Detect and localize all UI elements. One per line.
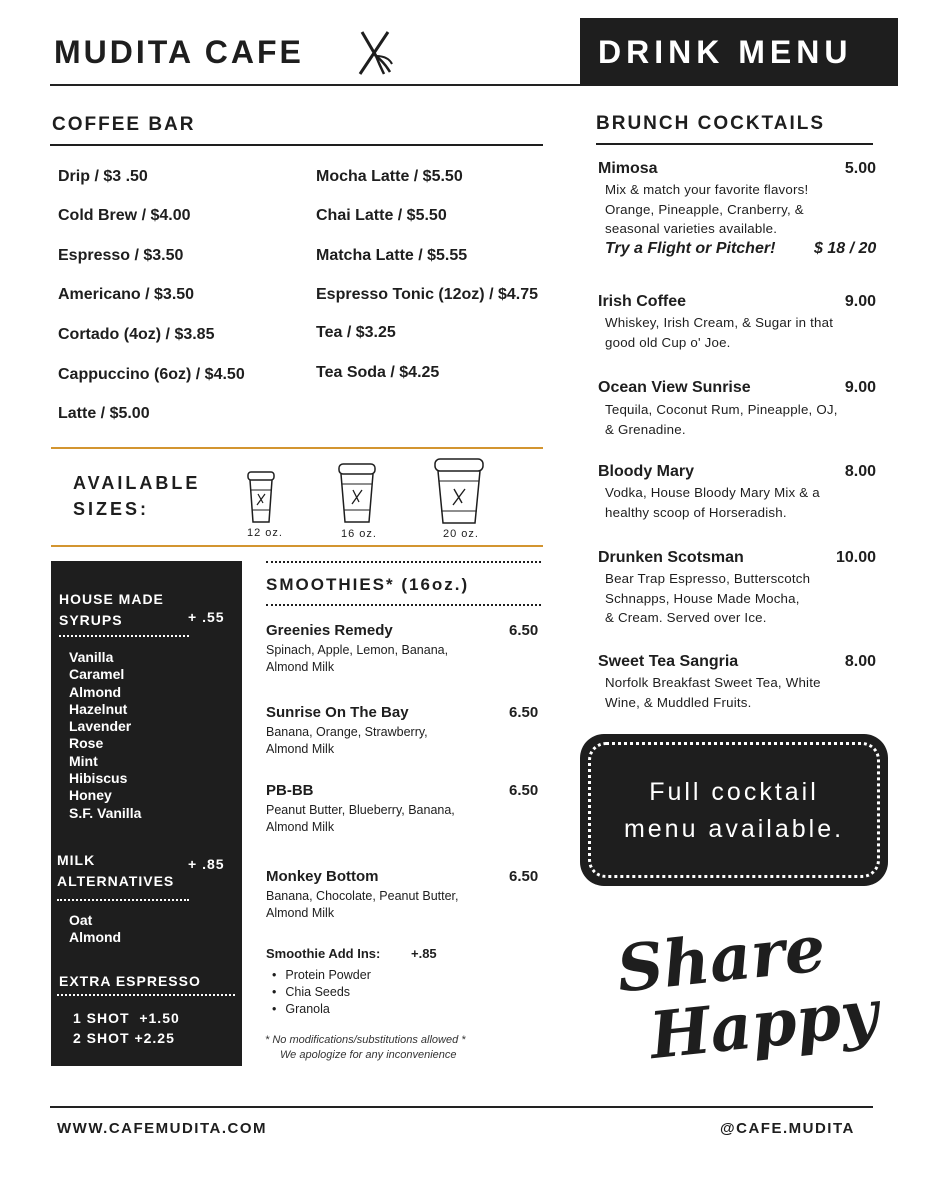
addin-item: • Granola [272,1001,371,1018]
milk-title-line2: ALTERNATIVES [57,873,175,889]
cocktail-name: Sweet Tea Sangria [598,653,739,670]
milk-divider [57,899,189,901]
smoothie-desc-line: Almond Milk [266,742,335,756]
smoothie-price: 6.50 [509,868,539,885]
extra-espresso-title: EXTRA ESPRESSO [59,973,201,989]
brand-title: MUDITA CAFE [54,34,304,70]
syrup-item: S.F. Vanilla [69,804,142,821]
cocktail-price: 8.00 [844,463,876,480]
coffee-item: Americano / $3.50 [58,286,195,303]
syrups-title-line1: HOUSE MADE [59,591,164,607]
cocktail-name: Irish Coffee [598,293,687,310]
social-handle-link[interactable]: @CAFE.MUDITA [720,1120,855,1137]
smoothie-price: 6.50 [509,622,539,639]
share-happy-slogan [610,910,882,1080]
cocktail-name: Bloody Mary [598,463,695,480]
sizes-label-line1: AVAILABLE [73,473,201,493]
disclaimer-line2: We apologize for any inconvenience [280,1049,457,1061]
syrup-item: Lavender [69,718,132,735]
cup-16oz-icon [337,462,377,524]
cocktail-desc-line: Tequila, Coconut Rum, Pineapple, OJ, [605,402,838,417]
milk-title-line1: MILK [57,852,96,868]
syrup-item: Caramel [69,666,125,683]
coffee-item: Tea / $3.25 [316,324,396,341]
cocktail-desc-line: Orange, Pineapple, Cranberry, & [605,201,804,217]
cocktail-desc [605,673,821,712]
callout-line2: menu available. [623,815,845,843]
disclaimer-line1: * No modifications/substitutions allowed * [265,1034,466,1046]
smoothie-desc-line: Almond Milk [266,906,335,920]
espresso-divider [57,994,235,996]
smoothie-desc [266,888,459,922]
cocktail-price: 10.00 [835,549,876,566]
syrup-item: Honey [69,787,112,804]
coffee-item: Cold Brew / $4.00 [58,207,191,224]
coffee-bar-title: COFFEE BAR [52,114,196,135]
coffee-item: Matcha Latte / $5.55 [316,247,468,264]
callout-line1: Full cocktail [649,778,819,806]
smoothie-price: 6.50 [509,782,539,799]
syrup-item: Vanilla [69,649,114,665]
cocktail-desc [605,313,833,352]
syrups-title-line2: SYRUPS [59,612,123,628]
syrups-price: + .55 [188,609,225,625]
addin-item: • Chia Seeds [272,984,371,1001]
milk-item: Almond [69,929,122,946]
cocktail-desc-line: Mix & match your favorite flavors! [605,182,809,197]
smoothie-desc [266,802,455,836]
cocktail-desc [605,569,810,628]
smoothie-name: Greenies Remedy [266,622,393,639]
smoothie-price: 6.50 [509,704,539,721]
slogan-line1: Share [613,911,829,1008]
website-link[interactable]: WWW.CAFEMUDITA.COM [57,1120,268,1137]
coffee-item: Drip / $3 .50 [58,168,148,185]
available-sizes-label [73,470,200,522]
cocktail-desc-line: Wine, & Muddled Fruits. [605,694,752,710]
smoothie-name: Sunrise On The Bay [266,704,409,721]
one-shot-price: 1 SHOT +1.50 [73,1010,180,1026]
cocktail-desc-line: seasonal varieties available. [605,221,778,236]
milk-list [69,912,121,947]
smoothies-bottom-dots [266,604,541,606]
syrups-title [59,589,164,631]
coffee-item: Cappuccino (6oz) / $4.50 [58,366,245,383]
cocktail-name: Mimosa [598,160,658,177]
slogan-line2: Happy [646,975,882,1075]
smoothie-name: Monkey Bottom [266,868,379,885]
syrups-list [69,649,141,822]
smoothie-desc-line: Spinach, Apple, Lemon, Banana, [266,643,449,657]
cocktail-desc-line: healthy scoop of Horseradish. [605,504,787,520]
sizes-bottom-divider [51,545,543,547]
cocktail-name: Ocean View Sunrise [598,379,751,396]
milk-price: + .85 [188,856,225,872]
cocktail-desc [605,400,838,439]
coffee-item: Espresso Tonic (12oz) / $4.75 [316,286,539,303]
sizes-label-line2: SIZES: [73,499,150,519]
smoothie-name: PB-BB [266,782,314,799]
smoothies-title: SMOOTHIES* (16oz.) [266,575,470,594]
cup-size-label: 20 oz. [443,528,479,540]
coffee-item: Cortado (4oz) / $3.85 [58,326,215,343]
smoothie-desc-line: Banana, Chocolate, Peanut Butter, [266,889,459,903]
smoothie-desc-line: Banana, Orange, Strawberry, [266,725,428,739]
cocktail-desc [605,483,820,522]
syrup-item: Mint [69,752,98,769]
syrups-divider [59,635,189,637]
sizes-top-divider [51,447,543,449]
cocktails-divider [596,143,873,145]
cocktail-desc-line: Vodka, House Bloody Mary Mix & a [605,485,820,500]
cocktail-price: 9.00 [844,293,876,310]
smoothie-addins-price: +.85 [411,946,437,961]
syrup-item: Rose [69,735,104,752]
syrup-item: Hazelnut [69,700,128,717]
cocktail-desc-line: & Grenadine. [605,421,686,437]
cocktail-desc-line: Whiskey, Irish Cream, & Sugar in that [605,315,834,330]
cocktail-price: 8.00 [844,653,876,670]
syrup-item: Almond [69,683,122,700]
coffee-bar-divider [50,144,543,146]
milk-title [57,850,174,892]
coffee-item: Tea Soda / $4.25 [316,364,440,381]
cocktail-desc-line: good old Cup o' Joe. [605,334,731,350]
footer-divider [50,1106,873,1108]
cup-20oz-icon [433,457,485,525]
smoothie-desc [266,642,448,676]
smoothie-desc-line: Almond Milk [266,820,335,834]
cocktail-desc-line: Bear Trap Espresso, Butterscotch [605,571,811,586]
cocktail-price: 9.00 [844,379,876,396]
smoothies-top-dots [266,561,541,563]
smoothie-desc-line: Almond Milk [266,660,335,674]
cup-size-label: 12 oz. [247,527,283,539]
cocktail-desc-line: & Cream. Served over Ice. [605,610,767,625]
smoothie-desc [266,724,428,758]
cocktail-desc-line: Schnapps, House Made Mocha, [605,590,800,606]
extras-panel [51,561,242,1066]
whisk-logo-icon [354,26,394,76]
header-divider [50,84,585,86]
cocktail-desc [605,180,808,239]
two-shot-price: 2 SHOT +2.25 [73,1030,175,1046]
flight-price: $ 18 / 20 [814,240,877,257]
smoothie-desc-line: Peanut Butter, Blueberry, Banana, [266,803,455,817]
full-cocktail-menu-callout [580,734,888,886]
coffee-item: Chai Latte / $5.50 [316,207,447,224]
cup-12oz-icon [246,470,276,524]
coffee-item: Espresso / $3.50 [58,247,184,264]
syrup-item: Hibiscus [69,770,128,787]
addin-item: • Protein Powder [272,967,371,984]
flight-promo: Try a Flight or Pitcher! [605,240,776,257]
cup-size-label: 16 oz. [341,528,377,540]
smoothie-addins-title: Smoothie Add Ins: [266,946,381,961]
milk-item: Oat [69,912,93,928]
cocktail-price: 5.00 [844,160,876,177]
drink-menu-banner: DRINK MENU [580,18,898,86]
smoothie-addins-list [272,967,371,1018]
callout-text [580,774,888,848]
coffee-item: Latte / $5.00 [58,405,150,422]
coffee-item: Mocha Latte / $5.50 [316,168,463,185]
brunch-cocktails-title: BRUNCH COCKTAILS [596,113,826,134]
cocktail-name: Drunken Scotsman [598,549,744,566]
cocktail-desc-line: Norfolk Breakfast Sweet Tea, White [605,675,821,690]
